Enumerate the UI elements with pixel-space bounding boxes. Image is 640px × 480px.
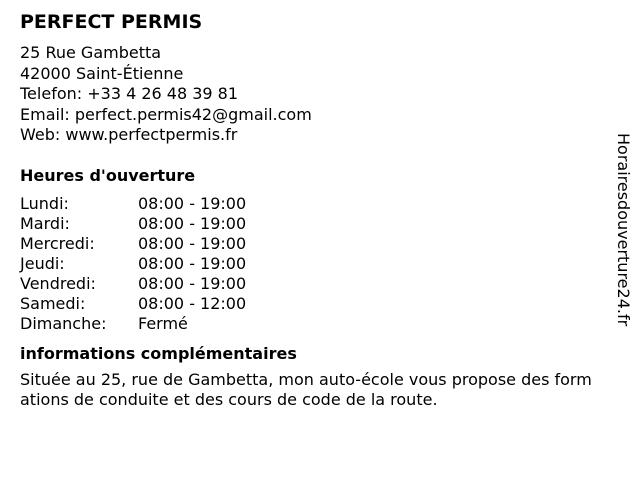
day-label: Samedi: [20, 293, 86, 313]
opening-hours-heading: Heures d'ouverture [20, 165, 196, 185]
day-label: Mardi: [20, 213, 70, 233]
hours-row-wednesday [20, 234, 610, 254]
hours-value: 08:00 - 19:00 [138, 253, 247, 273]
hours-row-tuesday [20, 214, 610, 234]
day-label: Vendredi: [20, 273, 96, 293]
day-label: Mercredi: [20, 233, 95, 253]
business-card [20, 10, 610, 411]
email-line: Email: perfect.permis42@gmail.com [20, 104, 312, 124]
hours-row-saturday [20, 294, 610, 314]
additional-info-heading: informations complémentaires [20, 343, 297, 363]
contact-block [20, 43, 610, 146]
hours-row-monday [20, 194, 610, 214]
hours-row-sunday [20, 314, 610, 334]
hours-value: 08:00 - 19:00 [138, 273, 247, 293]
hours-value: 08:00 - 19:00 [138, 213, 247, 233]
additional-info-text: Située au 25, rue de Gambetta, mon auto-école vous propose des formations de conduite et des cours de code de la route. [20, 369, 592, 409]
hours-row-thursday [20, 254, 610, 274]
site-watermark-label: Horairesdouverture24.fr [614, 133, 633, 327]
hours-value: 08:00 - 19:00 [138, 193, 247, 213]
day-label: Dimanche: [20, 313, 107, 333]
website-line: Web: www.perfectpermis.fr [20, 125, 238, 144]
day-label: Jeudi: [20, 253, 65, 273]
hours-value: 08:00 - 19:00 [138, 233, 247, 253]
hours-value: Fermé [138, 313, 188, 333]
address-city: 42000 Saint-Étienne [20, 63, 184, 83]
opening-hours-table [20, 194, 610, 334]
hours-row-friday [20, 274, 610, 294]
address-street: 25 Rue Gambetta [20, 43, 162, 62]
day-label: Lundi: [20, 193, 69, 213]
business-name: PERFECT PERMIS [20, 11, 203, 33]
phone-line: Telefon: +33 4 26 48 39 81 [20, 84, 239, 103]
hours-value: 08:00 - 12:00 [138, 293, 247, 313]
